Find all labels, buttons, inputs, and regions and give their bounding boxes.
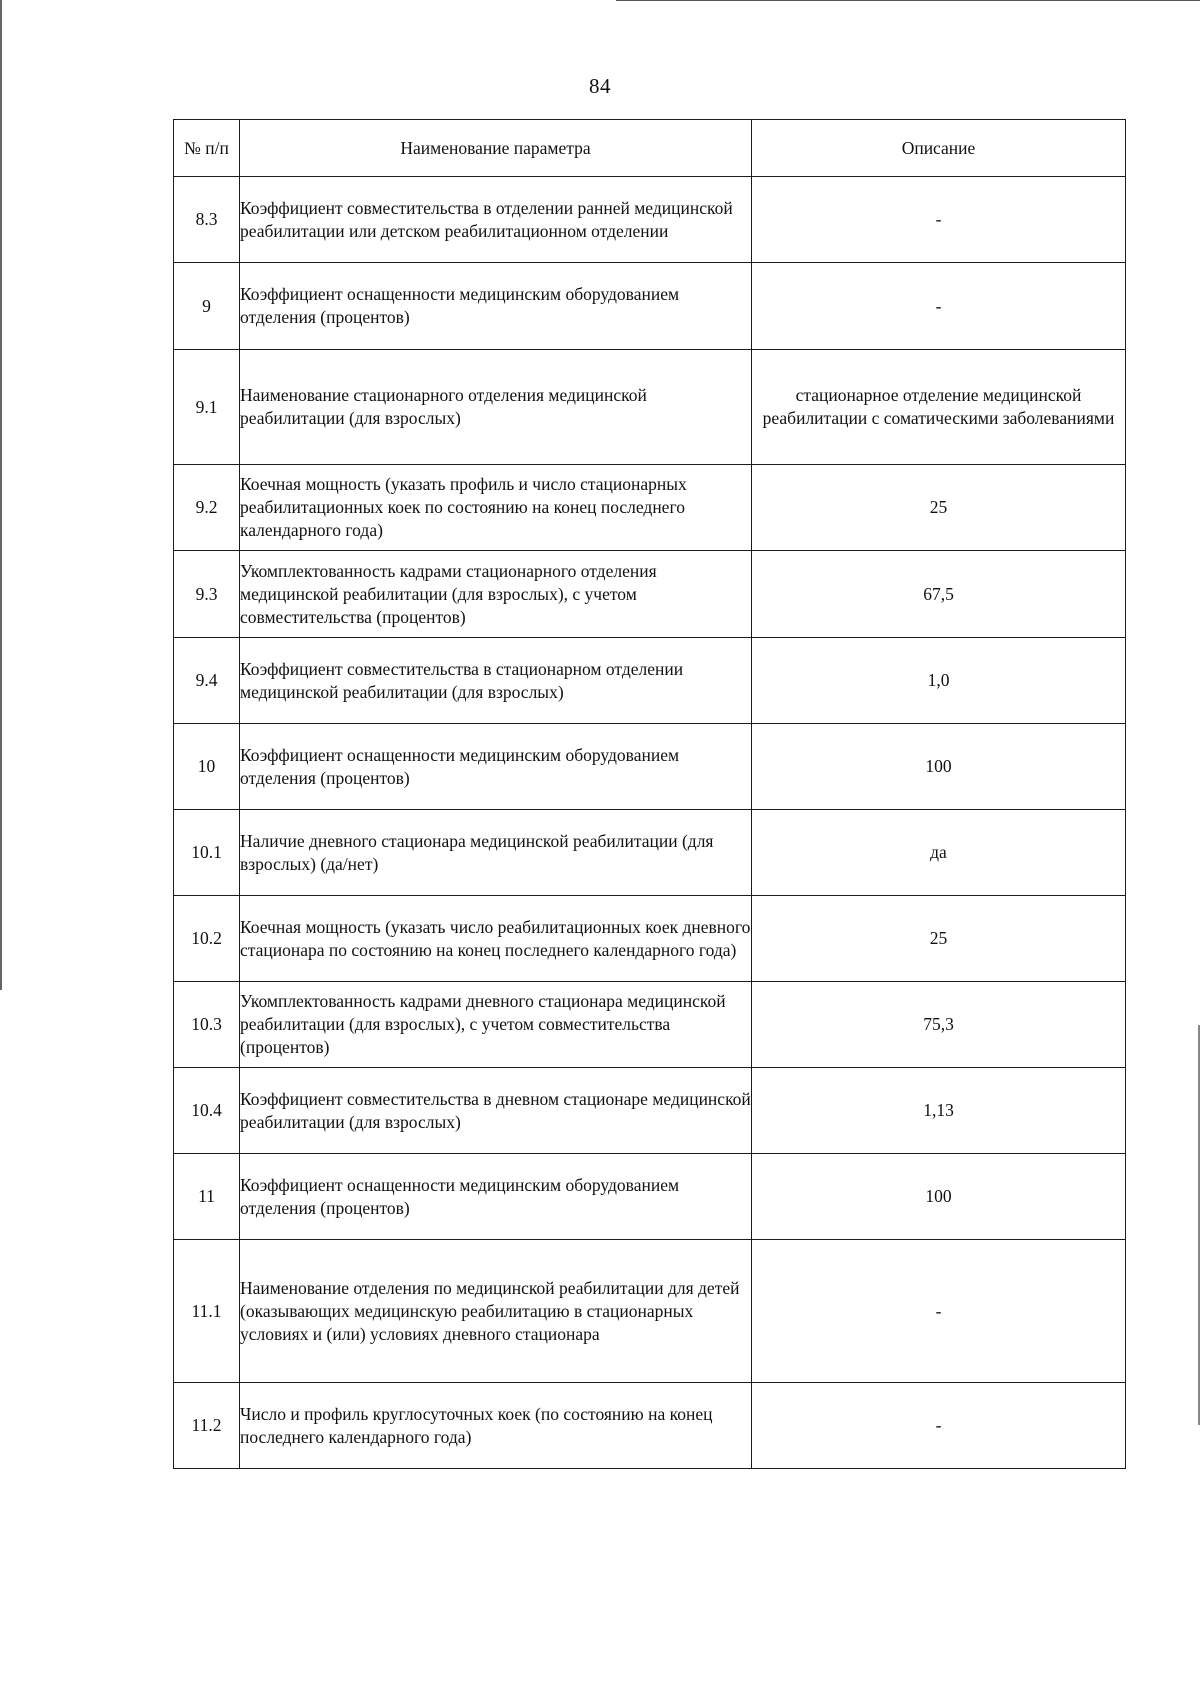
- table-row: [174, 263, 1126, 350]
- row-number: 11.2: [174, 1383, 240, 1469]
- row-number: 10: [174, 724, 240, 810]
- row-parameter-name: Наличие дневного стационара медицинской реабилитации (для взрослых) (да/нет): [240, 810, 752, 896]
- row-description: 67,5: [752, 551, 1126, 638]
- table-header-row: [174, 120, 1126, 177]
- row-number: 9.2: [174, 465, 240, 551]
- row-number: 9: [174, 263, 240, 350]
- row-number: 10.4: [174, 1068, 240, 1154]
- row-parameter-name: Коэффициент оснащенности медицинским оборудованием отделения (процентов): [240, 1154, 752, 1240]
- row-number: 8.3: [174, 177, 240, 263]
- row-number: 10.2: [174, 896, 240, 982]
- header-number: № п/п: [174, 120, 240, 177]
- row-number: 10.3: [174, 982, 240, 1068]
- row-parameter-name: Наименование стационарного отделения медицинской реабилитации (для взрослых): [240, 350, 752, 465]
- table-row: [174, 724, 1126, 810]
- scan-edge-top: [616, 0, 1200, 1]
- row-description: -: [752, 177, 1126, 263]
- row-parameter-name: Коэффициент совместительства в отделении ранней медицинской реабилитации или детском реабилитационном отделении: [240, 177, 752, 263]
- table-row: [174, 551, 1126, 638]
- header-description: Описание: [752, 120, 1126, 177]
- row-parameter-name: Коэффициент совместительства в стационарном отделении медицинской реабилитации (для взрослых): [240, 638, 752, 724]
- scan-edge-left: [0, 0, 2, 990]
- table-row: [174, 1068, 1126, 1154]
- row-number: 9.3: [174, 551, 240, 638]
- table-row: [174, 896, 1126, 982]
- row-description: -: [752, 1240, 1126, 1383]
- row-parameter-name: Число и профиль круглосуточных коек (по состоянию на конец последнего календарного года): [240, 1383, 752, 1469]
- table-row: [174, 1154, 1126, 1240]
- row-description: 1,13: [752, 1068, 1126, 1154]
- row-description: 100: [752, 1154, 1126, 1240]
- row-number: 9.1: [174, 350, 240, 465]
- table-row: [174, 810, 1126, 896]
- row-parameter-name: Коэффициент совместительства в дневном стационаре медицинской реабилитации (для взрослых): [240, 1068, 752, 1154]
- row-parameter-name: Коечная мощность (указать число реабилитационных коек дневного стационара по состоянию на конец последнего календарного года): [240, 896, 752, 982]
- row-parameter-name: Укомплектованность кадрами дневного стационара медицинской реабилитации (для взрослых), с учетом совместительства (процентов): [240, 982, 752, 1068]
- row-description: 100: [752, 724, 1126, 810]
- row-description: стационарное отделение медицинской реабилитации с соматическими заболеваниями: [752, 350, 1126, 465]
- row-description: 25: [752, 896, 1126, 982]
- row-description: да: [752, 810, 1126, 896]
- table-row: [174, 350, 1126, 465]
- row-description: 1,0: [752, 638, 1126, 724]
- table-row: [174, 982, 1126, 1068]
- row-number: 10.1: [174, 810, 240, 896]
- row-description: -: [752, 1383, 1126, 1469]
- header-parameter-name: Наименование параметра: [240, 120, 752, 177]
- parameters-table: [173, 119, 1126, 1469]
- row-parameter-name: Коэффициент оснащенности медицинским оборудованием отделения (процентов): [240, 263, 752, 350]
- row-parameter-name: Укомплектованность кадрами стационарного отделения медицинской реабилитации (для взрослых), с учетом совместительства (процентов): [240, 551, 752, 638]
- table-row: [174, 1383, 1126, 1469]
- page-number: 84: [589, 74, 611, 98]
- table-row: [174, 177, 1126, 263]
- table-row: [174, 1240, 1126, 1383]
- row-number: 11: [174, 1154, 240, 1240]
- table-row: [174, 465, 1126, 551]
- row-description: -: [752, 263, 1126, 350]
- row-number: 11.1: [174, 1240, 240, 1383]
- row-parameter-name: Коэффициент оснащенности медицинским оборудованием отделения (процентов): [240, 724, 752, 810]
- table-row: [174, 638, 1126, 724]
- row-description: 75,3: [752, 982, 1126, 1068]
- row-parameter-name: Наименование отделения по медицинской реабилитации для детей (оказывающих медицинскую реабилитацию в стационарных условиях и (или) условиях дневного стационара: [240, 1240, 752, 1383]
- row-description: 25: [752, 465, 1126, 551]
- row-number: 9.4: [174, 638, 240, 724]
- row-parameter-name: Коечная мощность (указать профиль и число стационарных реабилитационных коек по состоянию на конец последнего календарного года): [240, 465, 752, 551]
